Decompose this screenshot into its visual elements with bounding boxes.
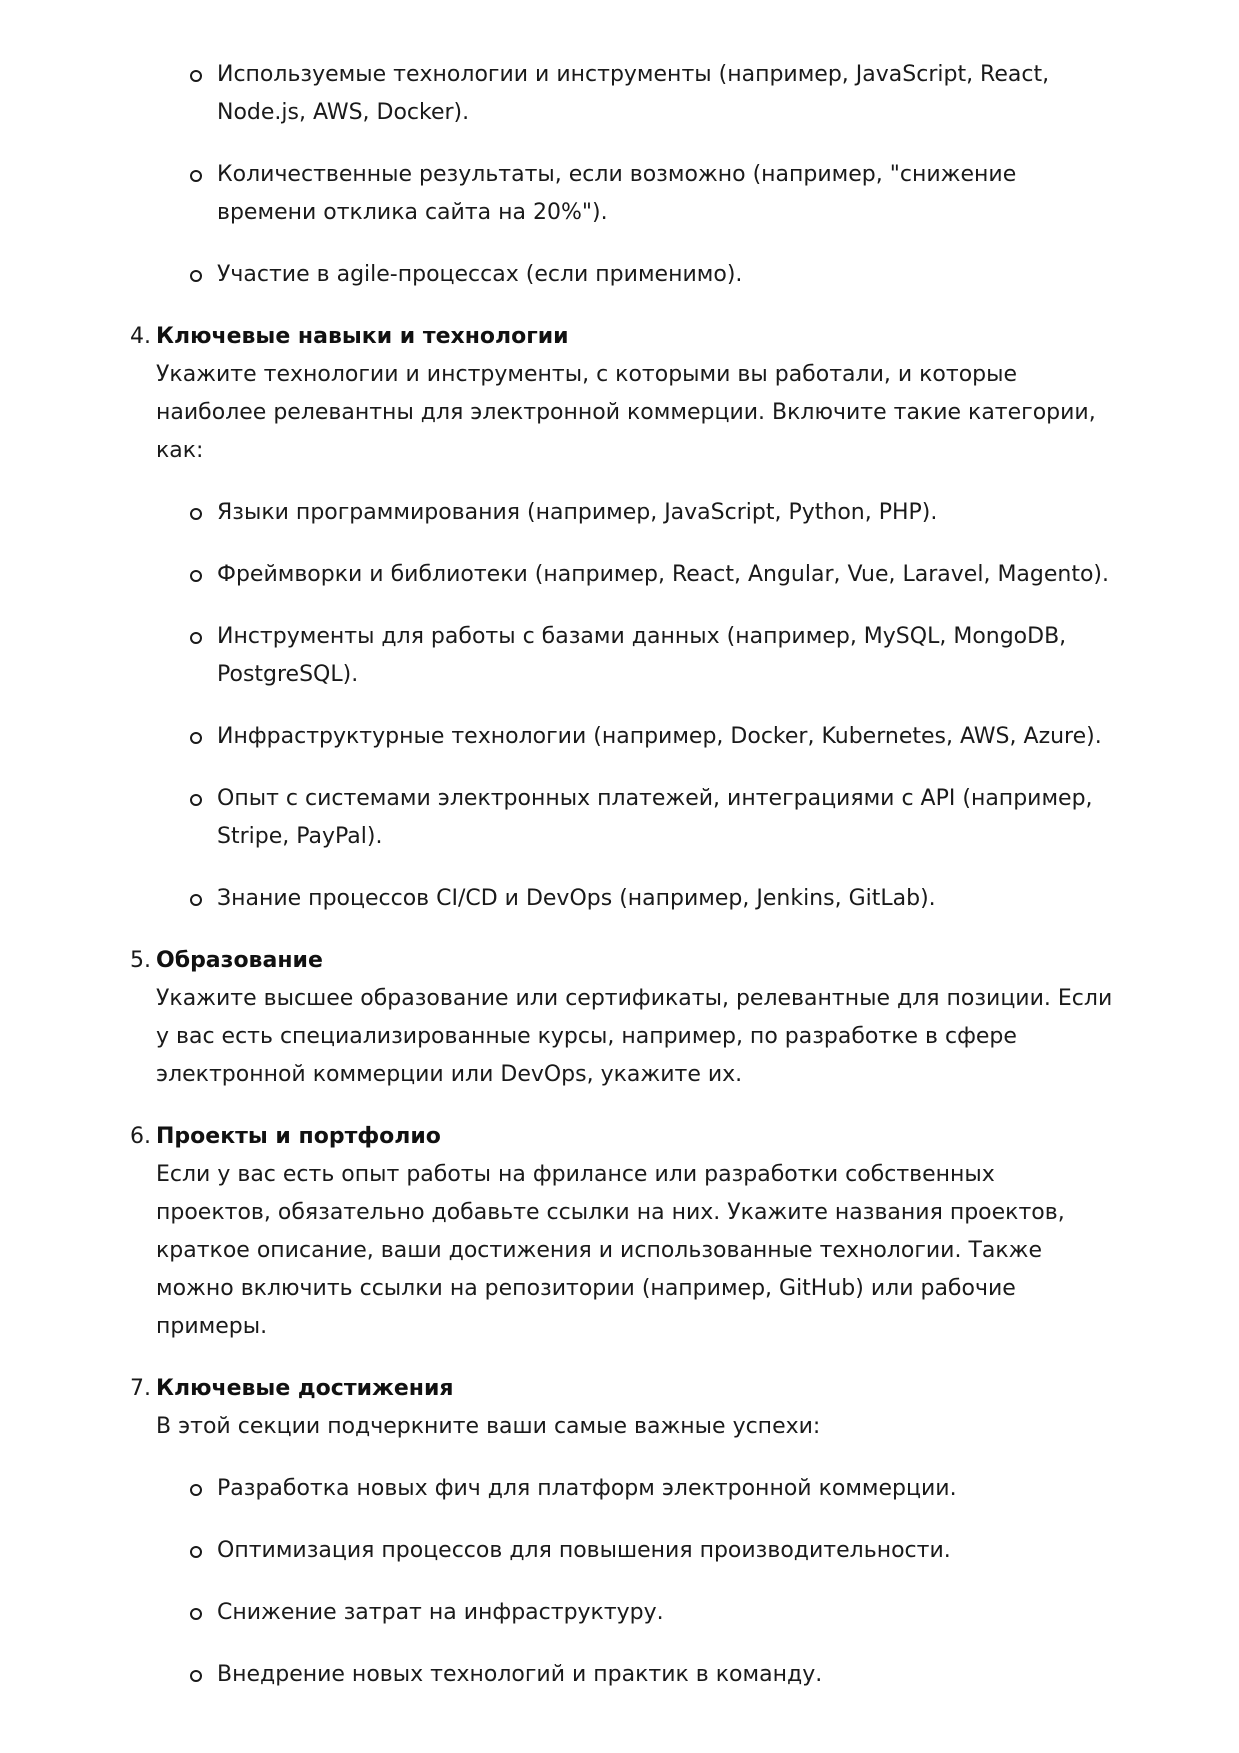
- section-title: Образование: [156, 948, 323, 973]
- section-number: 4.: [130, 324, 151, 349]
- section-title: Проекты и портфолио: [156, 1124, 441, 1149]
- section-description: Если у вас есть опыт работы на фрилансе или разработки собственных проектов, обязательно добавьте ссылки на них. Укажите названия проектов, краткое описание, ваши достижения и использованные технологии. Также можно включить ссылки на репозитории (например, GitHub) или рабочие примеры.: [156, 1162, 1065, 1339]
- section-projects-portfolio: [130, 1118, 1116, 1346]
- list-item: Инфраструктурные технологии (например, Docker, Kubernetes, AWS, Azure).: [217, 718, 1117, 756]
- list-item: Используемые технологии и инструменты (например, JavaScript, React, Node.js, AWS, Docker).: [217, 56, 1117, 132]
- top-bullet-list: [0, 56, 1239, 294]
- list-item: Знание процессов CI/CD и DevOps (например, Jenkins, GitLab).: [217, 880, 1117, 918]
- section-number: 5.: [130, 948, 151, 973]
- list-item: Внедрение новых технологий и практик в команду.: [217, 1656, 1117, 1694]
- achievements-bullet-list: [156, 1470, 1116, 1694]
- section-description: В этой секции подчеркните ваши самые важные успехи:: [156, 1414, 821, 1439]
- list-item: Количественные результаты, если возможно (например, "снижение времени отклика сайта на 20%").: [217, 156, 1117, 232]
- section-education: [130, 942, 1116, 1094]
- section-title: Ключевые достижения: [156, 1376, 454, 1401]
- list-item: Фреймворки и библиотеки (например, React, Angular, Vue, Laravel, Magento).: [217, 556, 1117, 594]
- skills-bullet-list: [156, 494, 1116, 918]
- section-number: 7.: [130, 1376, 151, 1401]
- list-item: Участие в agile-процессах (если применимо).: [217, 256, 1117, 294]
- list-item: Инструменты для работы с базами данных (например, MySQL, MongoDB, PostgreSQL).: [217, 618, 1117, 694]
- section-description: Укажите технологии и инструменты, с которыми вы работали, и которые наиболее релевантны для электронной коммерции. Включите такие категории, как:: [156, 362, 1096, 463]
- section-number: 6.: [130, 1124, 151, 1149]
- section-title: Ключевые навыки и технологии: [156, 324, 569, 349]
- list-item: Языки программирования (например, JavaScript, Python, PHP).: [217, 494, 1117, 532]
- list-item: Опыт с системами электронных платежей, интеграциями с API (например, Stripe, PayPal).: [217, 780, 1117, 856]
- section-key-skills: [130, 318, 1116, 918]
- section-key-achievements: [130, 1370, 1116, 1694]
- list-item: Оптимизация процессов для повышения производительности.: [217, 1532, 1117, 1570]
- list-item: Разработка новых фич для платформ электронной коммерции.: [217, 1470, 1117, 1508]
- section-description: Укажите высшее образование или сертификаты, релевантные для позиции. Если у вас есть специализированные курсы, например, по разработке в сфере электронной коммерции или DevOps, укажите их.: [156, 986, 1113, 1087]
- list-item: Снижение затрат на инфраструктуру.: [217, 1594, 1117, 1632]
